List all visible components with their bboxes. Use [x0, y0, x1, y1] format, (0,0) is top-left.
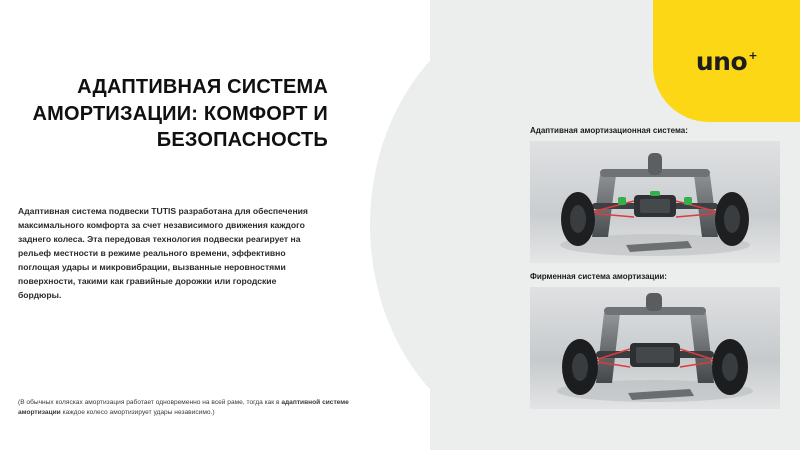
body-paragraph: Адаптивная система подвески TUTIS разработана для обеспечения максимального комфорта за счет независимого движения каждого заднего колеса. Эта передовая технология подвески реагирует на рельеф местности в режиме реального времени, эффективно поглощая удары и микровибрации, вызванные неровностями поверхности, такими как гравийные дорожки или городские бордюры. [18, 206, 308, 300]
branded-suspension-chassis-photo [530, 287, 780, 409]
figure-2-caption: Фирменная система амортизации: [530, 272, 667, 281]
footnote-prefix: (В обычных колясках амортизация работает одновременно на всей раме, тогда как в [18, 399, 282, 406]
adaptive-suspension-chassis-photo [530, 141, 780, 263]
figure-1-caption: Адаптивная амортизационная система: [530, 126, 688, 135]
footnote-emphasis: адаптивной системе амортизации [18, 399, 349, 416]
page-title: АДАПТИВНАЯ СИСТЕМА АМОРТИЗАЦИИ: КОМФОРТ И БЕЗОПАСНОСТЬ [32, 76, 328, 152]
brand-logo-text: uno [695, 46, 748, 76]
brand-logo [696, 47, 757, 76]
brand-logo-plus: + [748, 48, 758, 62]
brand-badge [653, 0, 800, 122]
footnote-suffix: каждое колесо амортизирует удары независимо.) [60, 408, 215, 416]
footnote [18, 398, 363, 418]
